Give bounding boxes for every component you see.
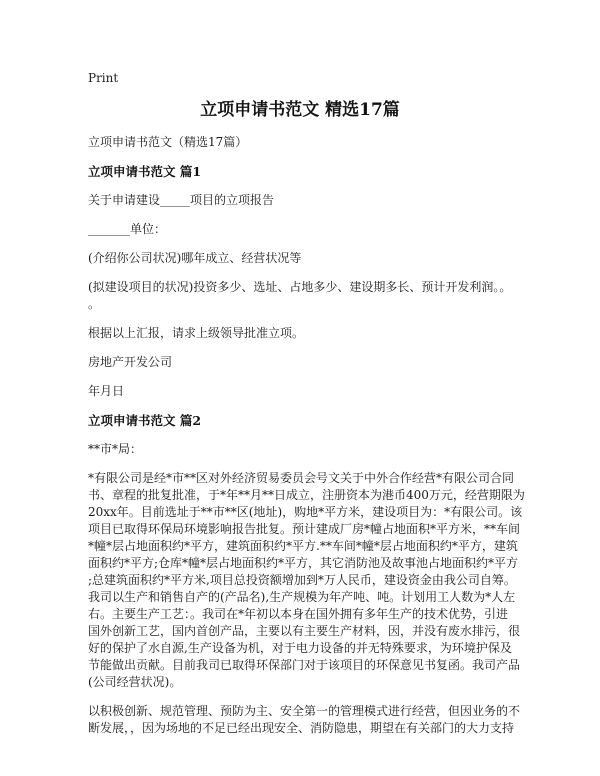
paragraph-line: 书、章程的批复批准，于*年**月**日成立，注册资本为港币400万元，经营期限为	[88, 488, 525, 502]
section-1-line: (介绍你公司状况)哪年成立、经营状况等	[88, 251, 302, 265]
section-2-salutation: **市*局：	[88, 442, 143, 456]
page-title: 立项申请书范文 精选17篇	[200, 100, 400, 120]
paragraph-line: 20xx年。目前选址于**市**区(地址)，购地*平方米，建设项目为：*有限公司。该	[88, 505, 523, 519]
paragraph-line: *幢*层占地面积约*平方，建筑面积约*平方.**车间*幢*层占地面积约*平方，建筑	[88, 539, 518, 553]
section-1-line: 根据以上汇报，请求上级领导批准立项。	[88, 326, 305, 340]
document-subtitle: 立项申请书范文（精选17篇）	[88, 135, 248, 149]
paragraph-line: 好的保护了水自源,生产设备为机，对于电力设备的并无特殊要求，为环境护保及	[88, 641, 512, 655]
section-1-line: 房地产开发公司	[88, 355, 173, 369]
section-1-line: (拟建设项目的状况)投资多少、选址、占地多少、建设期多长、预计开发利润。。	[88, 280, 512, 294]
print-label: Print	[88, 71, 119, 85]
paragraph-line: 国外创新工艺，国内首创产品，主要以有主要生产材料，因，并没有废水排污，很	[88, 624, 521, 638]
paragraph-line: 以积极创新、规范管理、预防为主、安全第一的管理模式进行经营，但因业务的不	[88, 704, 521, 718]
paragraph-line: 右。主要生产工艺：。我司在*年初以本身在国外拥有多年生产的技术优势，引进	[88, 607, 509, 621]
paragraph-line: 节能做出贡献。目前我司已取得环保部门对于该项目的环保意见书复函。我司产品	[88, 658, 521, 672]
paragraph-line: 断发展，，因为场地的不足已经出现安全、消防隐患，期望在有关部门的大力支持	[88, 721, 515, 735]
section-1-line: 年月日	[88, 384, 125, 398]
paragraph-line: (公司经营状况)。	[88, 675, 182, 689]
paragraph-line: 面积约*平方;仓库*幢*层占地面积约*平方，其它消防池及故事池占地面积约*平方	[88, 556, 519, 570]
section-2-heading: 立项申请书范文 篇2	[88, 413, 202, 428]
section-1-line: 关于申请建设_____项目的立项报告	[88, 193, 275, 207]
section-1-heading: 立项申请书范文 篇1	[88, 164, 202, 179]
section-1-line: 。	[88, 297, 101, 311]
paragraph-line: *有限公司是经*市**区对外经济贸易委员会号文关于中外合作经营*有限公司合同	[88, 471, 515, 485]
paragraph-line: 我司以生产和销售自产的(产品名),生产规模为年产吨、吨。计划用工人数为*人左	[88, 590, 516, 604]
paragraph-line: ;总建筑面积约*平方米,项目总投资额增加到*万人民币，建设资金由我公司自筹。	[88, 573, 516, 587]
section-2-paragraph	[88, 470, 525, 691]
paragraph-line: 项目已取得环保局环境影响报告批复。预计建成厂房*幢占地面积*平方米，**车间	[88, 522, 521, 536]
section-2-continuation	[88, 703, 521, 737]
section-1-line: _______单位：	[88, 222, 167, 236]
